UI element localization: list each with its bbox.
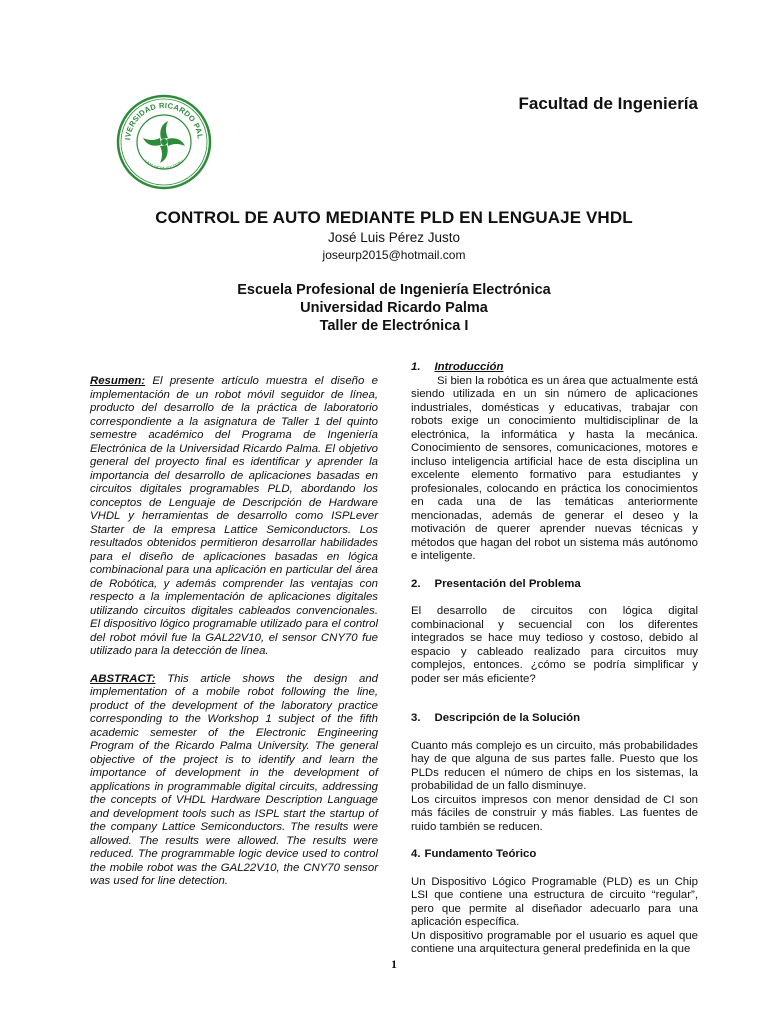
section-1-text: Si bien la robótica es un área que actualmente está siendo utilizada en un sin número de aplicaciones industriales, domésticas y educativas, trabajar con robots exige un conocimiento multidisciplinar de la electrónica, la informática y hasta la mecánica. Conocimiento de sensores, comunicaciones, motores e incluso inteligencia artificial hace de esta disciplina un excelente elemento formativo para estudiantes y profesionales, colocando en práctica los conocimientos en cada una de las temáticas anteriormente mencionadas, además de generar el deseo y la motivación de querer aprender nuevas técnicas y métodos que hagan del robot un sistema más autónomo e inteligente. — [411, 374, 698, 562]
university-seal-icon — [116, 94, 212, 190]
section-2-number: 2. — [411, 577, 421, 590]
section-3-text-2: Los circuitos impresos con menor densidad de CI son más fáciles de construir y más fiables. Las fuentes de ruido también se reducen. — [411, 793, 698, 833]
author-name: José Luis Pérez Justo — [327, 230, 461, 245]
course-name: Taller de Electrónica I — [319, 318, 469, 334]
section-2-text: El desarrollo de circuitos con lógica digital combinacional y secuencial con los diferentes integrados se hace muy tedioso y costoso, debido al espacio y cableado realizado para circuitos muy complejos, entonces. ¿cómo se podría simplificar y poder ser más eficiente? — [411, 605, 698, 685]
section-3-number: 3. — [411, 712, 421, 724]
section-3-heading — [411, 712, 698, 726]
section-4-title: Fundamento Teórico — [424, 848, 537, 860]
paper-title: CONTROL DE AUTO MEDIANTE PLD EN LENGUAJE VHDL — [155, 208, 633, 227]
section-3-text-1: Cuanto más complejo es un circuito, más probabilidades hay de que alguna de sus partes falle. Puesto que los PLDs reducen el número de chips en los sistemas, la probabilidad de un fallo disminuye. — [411, 739, 698, 792]
author-email: joseurp2015@hotmail.com — [322, 248, 466, 262]
right-column — [411, 361, 698, 957]
abstract-paragraph — [90, 673, 378, 889]
resumen-label: Resumen: — [90, 375, 146, 387]
faculty-name: Facultad de Ingeniería — [518, 94, 698, 113]
section-4-text-2: Un dispositivo programable por el usuario es aquel que contiene una arquitectura general predefinida en la que — [411, 929, 698, 955]
resumen-paragraph — [90, 375, 378, 659]
section-4-number: 4. — [411, 848, 421, 860]
page-number: 1 — [391, 957, 397, 971]
section-1-heading — [411, 361, 698, 375]
abstract-label: ABSTRACT: — [90, 672, 156, 685]
left-column — [90, 375, 378, 889]
section-4-text-1: Un Dispositivo Lógico Programable (PLD) es un Chip LSI que contiene una estructura de circuito “regular”, pero que permite al diseñador adecuarlo para una aplicación específica. — [411, 875, 698, 928]
section-3-title: Descripción de la Solución — [434, 712, 581, 724]
svg-text:LIMA·MCMLXIX·PERU — [144, 159, 185, 171]
section-1-title: Introducción — [434, 361, 504, 373]
seal-bottom-text: LIMA·MCMLXIX·PERU — [143, 158, 185, 171]
abstract-text: This article shows the design and implementation of a mobile robot following the line, product of the development of the laboratory practice corresponding to the Workshop 1 subject of the fifth academic semester of the Electronic Engineering Program of the Ricardo Palma University. The general objective of the project is to identify and learn the importance of development in the development of applications in programmable digital circuits, addressing the concepts of VHDL Hardware Description Language and development tools such as ISPL start the startup of the company Lattice Semiconductors. The results were allowed. The results were allowed. The results were reduced. The programmable logic device used to control the mobile robot was the GAL22V10, the CNY70 sensor was used for line detection. — [90, 672, 378, 887]
section-2-heading — [411, 578, 698, 592]
resumen-text: El presente artículo muestra el diseño e implementación de un robot móvil seguidor de línea, producto del desarrollo de la práctica de laboratorio correspondiente a la asignatura de Taller 1 del quinto semestre académico del Programa de Ingeniería Electrónica de la Universidad Ricardo Palma. El objetivo general del proyecto final es identificar y aprender la importancia del desarrollo de aplicaciones basadas en circuitos digitales programables PLD, abordando los conceptos de Lenguaje de Descripción de Hardware VHDL y herramientas de desarrollo como ISPLever Starter de la empresa Lattice Semiconductors. Los resultados obtenidos permitieron desarrollar habilidades para el diseño de aplicaciones basadas en lógica combinacional para una aplicación en particular del área de Robótica, y además comprender las ventajas con respecto a la implementación de aplicaciones digitales utilizando circuitos digitales cableados convencionales. El dispositivo lógico programable utilizado para el control del robot móvil fue la GAL22V10, el sensor CNY70 fue utilizado para la detección de línea. — [90, 375, 378, 657]
seal-ring-text: IVERSIDAD RICARDO PAL — [123, 100, 205, 141]
school-name: Escuela Profesional de Ingeniería Electrónica — [237, 282, 551, 298]
university-name: Universidad Ricardo Palma — [300, 300, 488, 316]
section-1-number: 1. — [411, 361, 421, 373]
affiliation-block — [0, 281, 768, 335]
section-2-title: Presentación del Problema — [434, 577, 581, 590]
section-4-heading — [411, 848, 698, 862]
